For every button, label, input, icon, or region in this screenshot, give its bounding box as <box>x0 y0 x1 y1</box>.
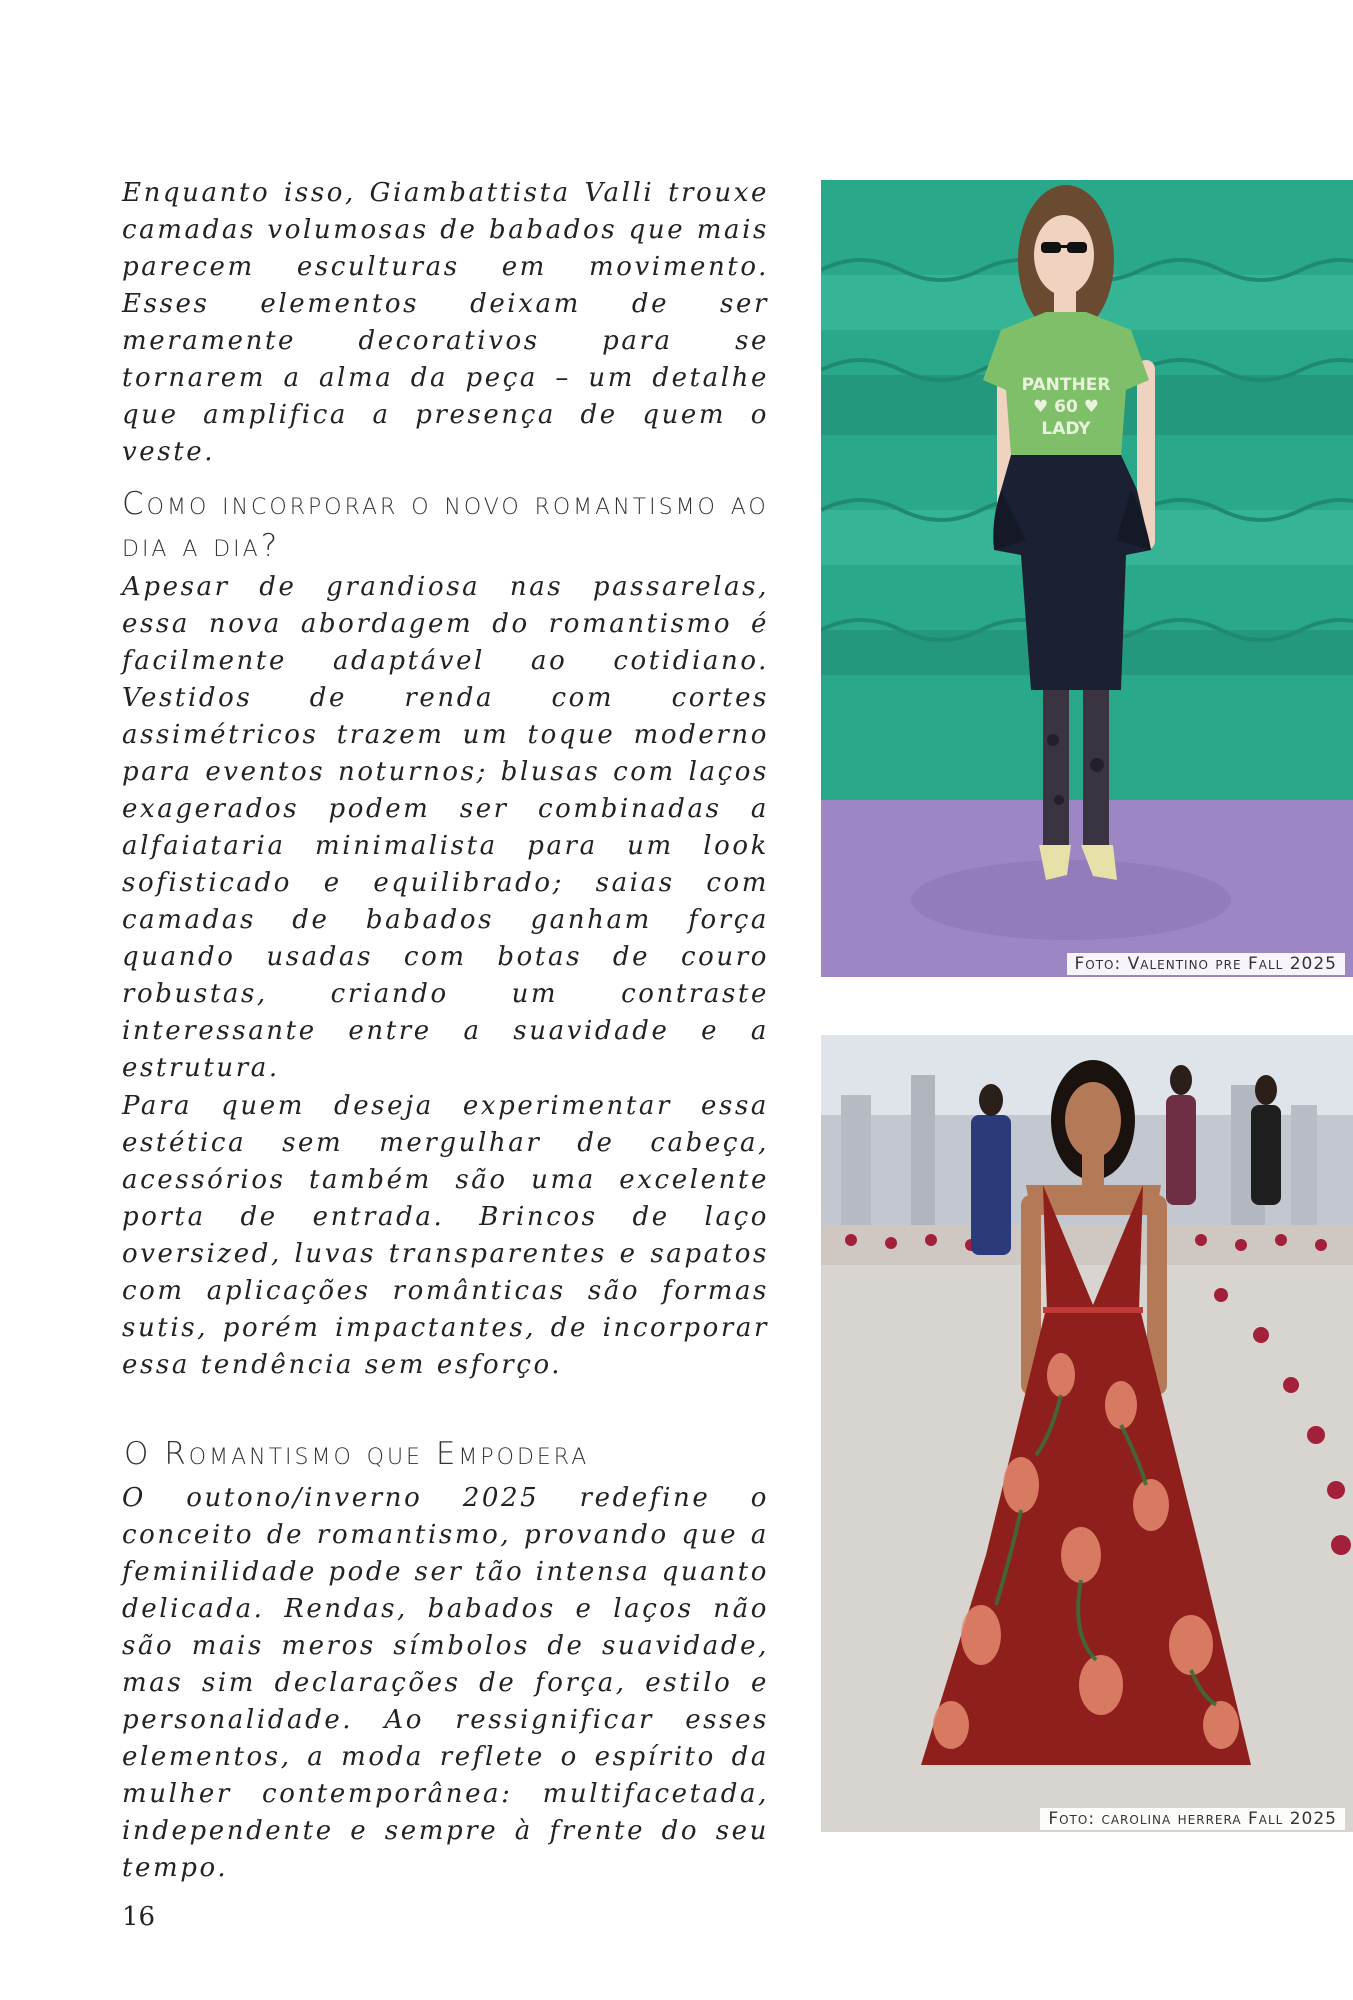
tshirt-text-line-3: LADY <box>1041 419 1091 439</box>
runway-photo-valentino <box>821 180 1353 977</box>
runway-photo-carolina-herrera <box>821 1035 1353 1832</box>
carolina-herrera-illustration <box>821 1035 1353 1832</box>
tshirt-text-line-2: ♥ 60 ♥ <box>1033 397 1099 417</box>
section-heading: O Romantismo que Empodera <box>124 1436 590 1472</box>
body-paragraph: Enquanto isso, Giambattista Valli trouxe camadas volumosas de babados que mais parecem esculturas em movimento. Esses elementos deixam de ser meramente decorativos para se tornarem a alma da peça – um detalhe que amplifica a presença de quem o veste. <box>122 178 769 467</box>
page-number: 16 <box>122 1902 156 1932</box>
body-paragraph: Para quem deseja experimentar essa estética sem mergulhar de cabeça, acessórios também são uma excelente porta de entrada. Brincos de laço oversized, luvas transparentes e sapatos com aplicações românticas são formas sutis, porém impactantes, de incorporar essa tendência sem esforço. <box>122 1091 769 1380</box>
body-paragraph: Apesar de grandiosa nas passarelas, essa nova abordagem do romantismo é facilmente adaptável ao cotidiano. Vestidos de renda com cortes assimétricos trazem um toque moderno para eventos noturnos; blusas com laços exagerados podem ser combinadas a alfaiataria minimalista para um look sofisticado e equilibrado; saias com camadas de babados ganham força quando usadas com botas de couro robustas, criando um contraste interessante entre a suavidade e a estrutura. <box>122 572 769 1083</box>
photo-credit: Foto: Valentino pre Fall 2025 <box>1067 953 1346 975</box>
valentino-illustration <box>821 180 1353 977</box>
photo-credit: Foto: carolina herrera Fall 2025 <box>1040 1808 1345 1830</box>
tshirt-text-line-1: PANTHER <box>1021 375 1111 395</box>
section-heading: Como incorporar o novo romantismo ao dia a dia? <box>122 486 769 564</box>
body-paragraph: O outono/inverno 2025 redefine o conceito de romantismo, provando que a feminilidade pode ser tão intensa quanto delicada. Rendas, babados e laços não são mais meros símbolos de suavidade, mas sim declarações de força, estilo e personalidade. Ao ressignificar esses elementos, a moda reflete o espírito da mulher contemporânea: multifacetada, independente e sempre à frente do seu tempo. <box>122 1483 769 1883</box>
